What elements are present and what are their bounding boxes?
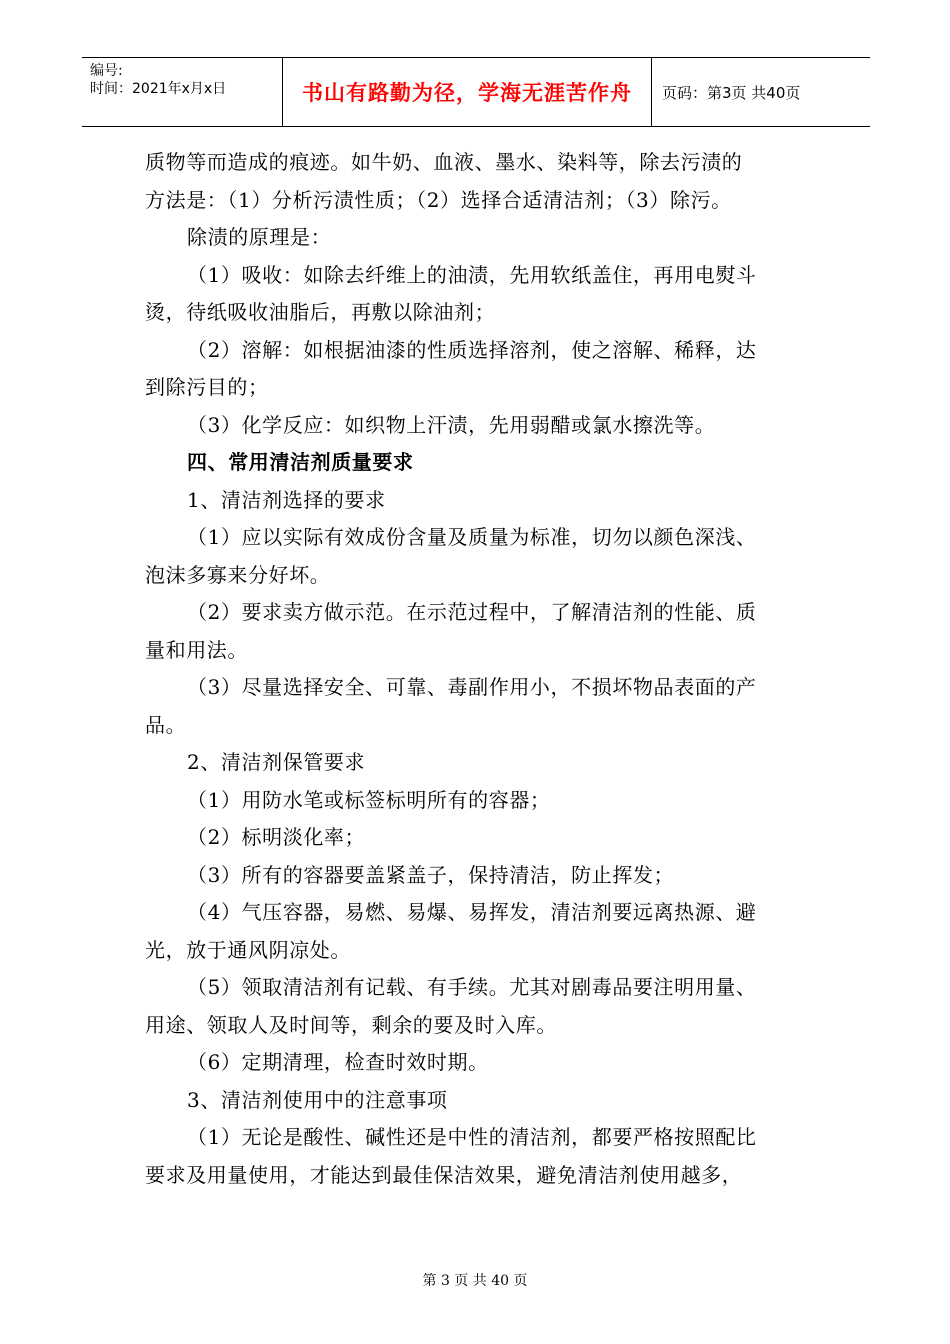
body-text-line: 1、清洁剂选择的要求: [187, 487, 386, 512]
body-text-line: 要求及用量使用，才能达到最佳保洁效果，避免清洁剂使用越多，: [145, 1162, 743, 1187]
body-text-line: 量和用法。: [145, 637, 248, 662]
time-label: 时间：2021年x月x日: [90, 81, 227, 97]
number-label: 编号:: [90, 63, 123, 79]
body-text-line: 烫，待纸吸收油脂后，再敷以除油剂；: [145, 300, 496, 324]
body-text-line: 到除污目的；: [145, 375, 269, 399]
document-body: [145, 144, 805, 1194]
body-text-line: （3）所有的容器要盖紧盖子，保持清洁，防止挥发；: [187, 862, 675, 887]
body-text-line: （3）化学反应：如织物上汗渍，先用弱醋或氯水擦洗等。: [187, 412, 716, 437]
body-text-line: （4）气压容器，易燃、易爆、易挥发，清洁剂要远离热源、避: [187, 900, 757, 924]
body-text-line: 用途、领取人及时间等，剩余的要及时入库。: [145, 1012, 557, 1037]
body-text-line: 质物等而造成的痕迹。如牛奶、血液、墨水、染料等，除去污渍的: [145, 150, 743, 174]
body-text-line: 3、清洁剂使用中的注意事项: [187, 1087, 448, 1112]
body-text-line: 除渍的原理是：: [187, 225, 332, 249]
section-heading: 四、常用清洁剂质量要求: [187, 450, 414, 474]
body-text-line: （2）溶解：如根据油漆的性质选择溶剂，使之溶解、稀释，达: [187, 337, 757, 362]
body-text-line: （1）用防水笔或标签标明所有的容器；: [187, 787, 551, 812]
page-footer: 第 3 页 共 40 页: [422, 1273, 528, 1289]
body-text-line: 泡沫多寡来分好坏。: [145, 562, 331, 587]
header-page-info: 页码：第3页 共40页: [662, 83, 801, 102]
body-text-line: （1）吸收：如除去纤维上的油渍，先用软纸盖住，再用电熨斗: [187, 262, 757, 287]
body-text-line: （1）无论是酸性、碱性还是中性的清洁剂，都要严格按照配比: [187, 1125, 757, 1149]
body-text-line: （2）标明淡化率；: [187, 825, 366, 849]
body-text-line: 2、清洁剂保管要求: [187, 750, 366, 774]
header-meta: [82, 58, 282, 126]
body-text-line: 品。: [145, 712, 187, 737]
body-text-line: 光，放于通风阴凉处。: [145, 937, 351, 962]
body-text-line: （6）定期清理，检查时效时期。: [187, 1050, 489, 1074]
page-header: [82, 57, 870, 127]
body-text-line: （1）应以实际有效成份含量及质量为标准，切勿以颜色深浅、: [187, 525, 757, 549]
header-motto: 书山有路勤为径，学海无涯苦作舟: [282, 58, 652, 126]
body-text-line: 方法是：（1）分析污渍性质；（2）选择合适清洁剂；（3）除污。: [145, 187, 732, 212]
body-text-line: （5）领取清洁剂有记载、有手续。尤其对剧毒品要注明用量、: [187, 975, 757, 999]
body-text-line: （3）尽量选择安全、可靠、毒副作用小，不损坏物品表面的产: [187, 675, 757, 699]
body-text-line: （2）要求卖方做示范。在示范过程中，了解清洁剂的性能、质: [187, 600, 757, 624]
